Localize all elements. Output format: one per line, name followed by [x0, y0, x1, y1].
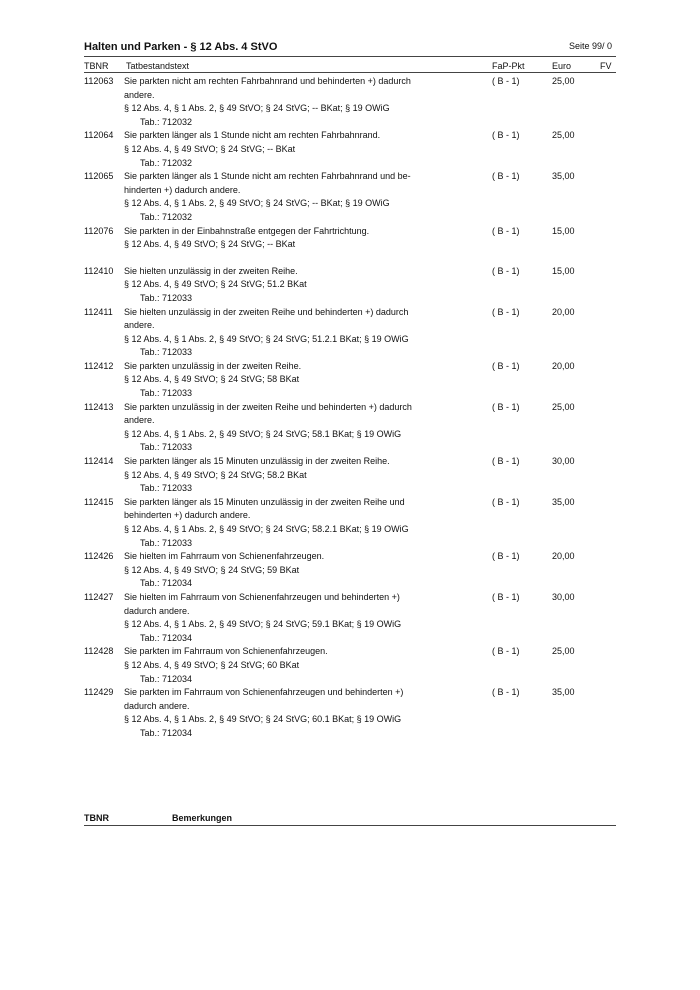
offence-text-line: Sie parkten länger als 15 Minuten unzulässig in der zweiten Reihe und — [124, 496, 405, 507]
footer-tbnr-label: TBNR — [84, 813, 109, 823]
offence-text-line: Sie hielten im Fahrraum von Schienenfahrzeugen. — [124, 551, 325, 562]
page-title: Halten und Parken - § 12 Abs. 4 StVO — [84, 41, 278, 53]
tbnr-cell: 112413 — [84, 401, 114, 412]
euro-amount-cell: 20,00 — [552, 306, 575, 317]
offence-text-line: Sie hielten unzulässig in der zweiten Reihe. — [124, 265, 298, 276]
legal-reference: § 12 Abs. 4, § 1 Abs. 2, § 49 StVO; § 24 StVG; 58.1 BKat; § 19 OWiG — [124, 428, 402, 439]
offence-text-line: Sie parkten nicht am rechten Fahrbahnrand und behinderten +) dadurch — [124, 76, 411, 86]
fap-points-cell: ( B - 1) — [492, 401, 520, 412]
table-row — [84, 75, 616, 129]
tbnr-cell: 112415 — [84, 496, 114, 507]
table-row — [84, 591, 616, 645]
offence-text-line: Sie parkten unzulässig in der zweiten Reihe. — [124, 360, 302, 371]
euro-amount-cell: 25,00 — [552, 646, 575, 657]
fap-points-cell: ( B - 1) — [492, 171, 520, 182]
column-header-euro: Euro — [552, 61, 572, 71]
tbnr-cell: 112076 — [84, 225, 114, 236]
offence-text-cell — [124, 401, 434, 455]
table-row — [84, 686, 616, 740]
offence-text-cell — [124, 645, 434, 686]
tbnr-cell: 112427 — [84, 591, 114, 602]
offence-text-line: behinderten +) dadurch andere. — [124, 510, 251, 521]
fap-points-cell: ( B - 1) — [492, 76, 520, 86]
tbnr-cell: 112411 — [84, 306, 113, 317]
euro-amount-cell: 35,00 — [552, 687, 575, 698]
table-reference: Tab.: 712033 — [140, 537, 193, 548]
offence-text-line: hinderten +) dadurch andere. — [124, 184, 241, 195]
table-reference: Tab.: 712033 — [140, 388, 193, 399]
offence-text-line: Sie parkten länger als 15 Minuten unzulässig in der zweiten Reihe. — [124, 456, 390, 467]
offence-text-line: Sie hielten unzulässig in der zweiten Reihe und behinderten +) dadurch — [124, 306, 409, 317]
offence-text-line: andere. — [124, 89, 155, 100]
column-header-tbnr: TBNR — [84, 61, 109, 71]
offence-text-cell — [124, 550, 434, 591]
table-reference: Tab.: 712033 — [140, 442, 193, 453]
offence-text-line: dadurch andere. — [124, 605, 190, 616]
offence-text-cell — [124, 265, 434, 306]
fap-points-cell: ( B - 1) — [492, 496, 520, 507]
table-reference: Tab.: 712034 — [140, 578, 193, 589]
table-reference: Tab.: 712032 — [140, 116, 193, 127]
tbnr-cell: 112065 — [84, 171, 114, 182]
entries-list — [84, 75, 616, 741]
tbnr-cell: 112410 — [84, 265, 114, 276]
euro-amount-cell: 15,00 — [552, 225, 575, 236]
offence-text-line: Sie parkten in der Einbahnstraße entgegen der Fahrtrichtung. — [124, 225, 370, 236]
offence-text-cell — [124, 225, 434, 252]
table-row — [84, 645, 616, 686]
offence-text-line: Sie parkten unzulässig in der zweiten Reihe und behinderten +) dadurch — [124, 401, 412, 412]
header-rule-bottom — [84, 72, 616, 73]
legal-reference: § 12 Abs. 4, § 1 Abs. 2, § 49 StVO; § 24 StVG; -- BKat; § 19 OWiG — [124, 198, 390, 209]
column-header-fv: FV — [600, 61, 612, 71]
euro-amount-cell: 30,00 — [552, 456, 575, 467]
tbnr-cell: 112414 — [84, 456, 114, 467]
footer-rule — [84, 825, 616, 826]
fap-points-cell: ( B - 1) — [492, 130, 520, 141]
legal-reference: § 12 Abs. 4, § 49 StVO; § 24 StVG; -- BKat — [124, 143, 296, 154]
table-row — [84, 306, 616, 360]
table-row — [84, 496, 616, 550]
table-row — [84, 265, 616, 306]
table-row — [84, 225, 616, 252]
column-header-text: Tatbestandstext — [126, 61, 190, 71]
table-reference: Tab.: 712034 — [140, 632, 193, 643]
table-reference: Tab.: 712034 — [140, 727, 193, 738]
legal-reference: § 12 Abs. 4, § 49 StVO; § 24 StVG; 51.2 BKat — [124, 279, 307, 290]
tbnr-cell: 112426 — [84, 551, 114, 562]
table-row — [84, 455, 616, 496]
offence-text-line: dadurch andere. — [124, 700, 190, 711]
tbnr-cell: 112429 — [84, 687, 114, 698]
offence-text-cell — [124, 455, 434, 496]
offence-text-cell — [124, 496, 434, 550]
table-reference: Tab.: 712033 — [140, 483, 193, 494]
tbnr-cell: 112063 — [84, 76, 114, 86]
table-reference: Tab.: 712032 — [140, 211, 193, 222]
offence-text-cell — [124, 591, 434, 645]
offence-text-line: Sie parkten im Fahrraum von Schienenfahrzeugen und behinderten +) — [124, 687, 404, 698]
offence-text-line: Sie hielten im Fahrraum von Schienenfahrzeugen und behinderten +) — [124, 591, 400, 602]
offence-text-cell — [124, 129, 434, 170]
euro-amount-cell: 25,00 — [552, 401, 575, 412]
offence-text-line: Sie parkten länger als 1 Stunde nicht am rechten Fahrbahnrand und be- — [124, 171, 411, 182]
fap-points-cell: ( B - 1) — [492, 360, 520, 371]
tbnr-cell: 112064 — [84, 130, 114, 141]
offence-text-line: Sie parkten im Fahrraum von Schienenfahrzeugen. — [124, 646, 328, 657]
tbnr-cell: 112412 — [84, 360, 114, 371]
fap-points-cell: ( B - 1) — [492, 265, 520, 276]
fap-points-cell: ( B - 1) — [492, 687, 520, 698]
offence-text-cell — [124, 686, 434, 740]
legal-reference: § 12 Abs. 4, § 49 StVO; § 24 StVG; 58.2 BKat — [124, 469, 307, 480]
legal-reference: § 12 Abs. 4, § 49 StVO; § 24 StVG; 58 BKat — [124, 374, 300, 385]
offence-text-cell — [124, 360, 434, 401]
page-number: Seite 99/ 0 — [568, 41, 612, 51]
column-header-fap: FaP-Pkt — [492, 61, 525, 71]
euro-amount-cell: 30,00 — [552, 591, 575, 602]
header-rule-top — [84, 56, 616, 57]
legal-reference: § 12 Abs. 4, § 1 Abs. 2, § 49 StVO; § 24 StVG; 60.1 BKat; § 19 OWiG — [124, 714, 402, 725]
fap-points-cell: ( B - 1) — [492, 456, 520, 467]
offence-text-cell — [124, 170, 434, 224]
legal-reference: § 12 Abs. 4, § 1 Abs. 2, § 49 StVO; § 24 StVG; 58.2.1 BKat; § 19 OWiG — [124, 524, 409, 534]
table-reference: Tab.: 712032 — [140, 157, 193, 168]
fap-points-cell: ( B - 1) — [492, 306, 520, 317]
fap-points-cell: ( B - 1) — [492, 646, 520, 657]
table-row — [84, 401, 616, 455]
offence-text-cell — [124, 306, 434, 360]
table-row — [84, 550, 616, 591]
table-row — [84, 170, 616, 224]
euro-amount-cell: 25,00 — [552, 76, 575, 86]
footer-remarks-label: Bemerkungen — [172, 813, 233, 823]
fap-points-cell: ( B - 1) — [492, 551, 520, 562]
euro-amount-cell: 35,00 — [552, 171, 575, 182]
legal-reference: § 12 Abs. 4, § 1 Abs. 2, § 49 StVO; § 24 StVG; 59.1 BKat; § 19 OWiG — [124, 619, 402, 630]
legal-reference: § 12 Abs. 4, § 49 StVO; § 24 StVG; -- BKat — [124, 239, 296, 250]
euro-amount-cell: 20,00 — [552, 551, 575, 562]
fap-points-cell: ( B - 1) — [492, 225, 520, 236]
offence-text-line: andere. — [124, 320, 155, 331]
legal-reference: § 12 Abs. 4, § 49 StVO; § 24 StVG; 59 BKat — [124, 564, 300, 575]
table-reference: Tab.: 712033 — [140, 347, 193, 358]
euro-amount-cell: 15,00 — [552, 265, 575, 276]
table-reference: Tab.: 712033 — [140, 292, 193, 303]
table-reference: Tab.: 712034 — [140, 673, 193, 684]
legal-reference: § 12 Abs. 4, § 1 Abs. 2, § 49 StVO; § 24 StVG; 51.2.1 BKat; § 19 OWiG — [124, 333, 409, 344]
offence-text-line: andere. — [124, 415, 155, 426]
table-row — [84, 129, 616, 170]
legal-reference: § 12 Abs. 4, § 1 Abs. 2, § 49 StVO; § 24 StVG; -- BKat; § 19 OWiG — [124, 103, 390, 114]
euro-amount-cell: 20,00 — [552, 360, 575, 371]
offence-text-line: Sie parkten länger als 1 Stunde nicht am rechten Fahrbahnrand. — [124, 130, 381, 141]
fap-points-cell: ( B - 1) — [492, 591, 520, 602]
legal-reference: § 12 Abs. 4, § 49 StVO; § 24 StVG; 60 BKat — [124, 659, 300, 670]
table-row — [84, 360, 616, 401]
offence-text-cell — [124, 75, 434, 129]
euro-amount-cell: 25,00 — [552, 130, 575, 141]
tbnr-cell: 112428 — [84, 646, 114, 657]
euro-amount-cell: 35,00 — [552, 496, 575, 507]
